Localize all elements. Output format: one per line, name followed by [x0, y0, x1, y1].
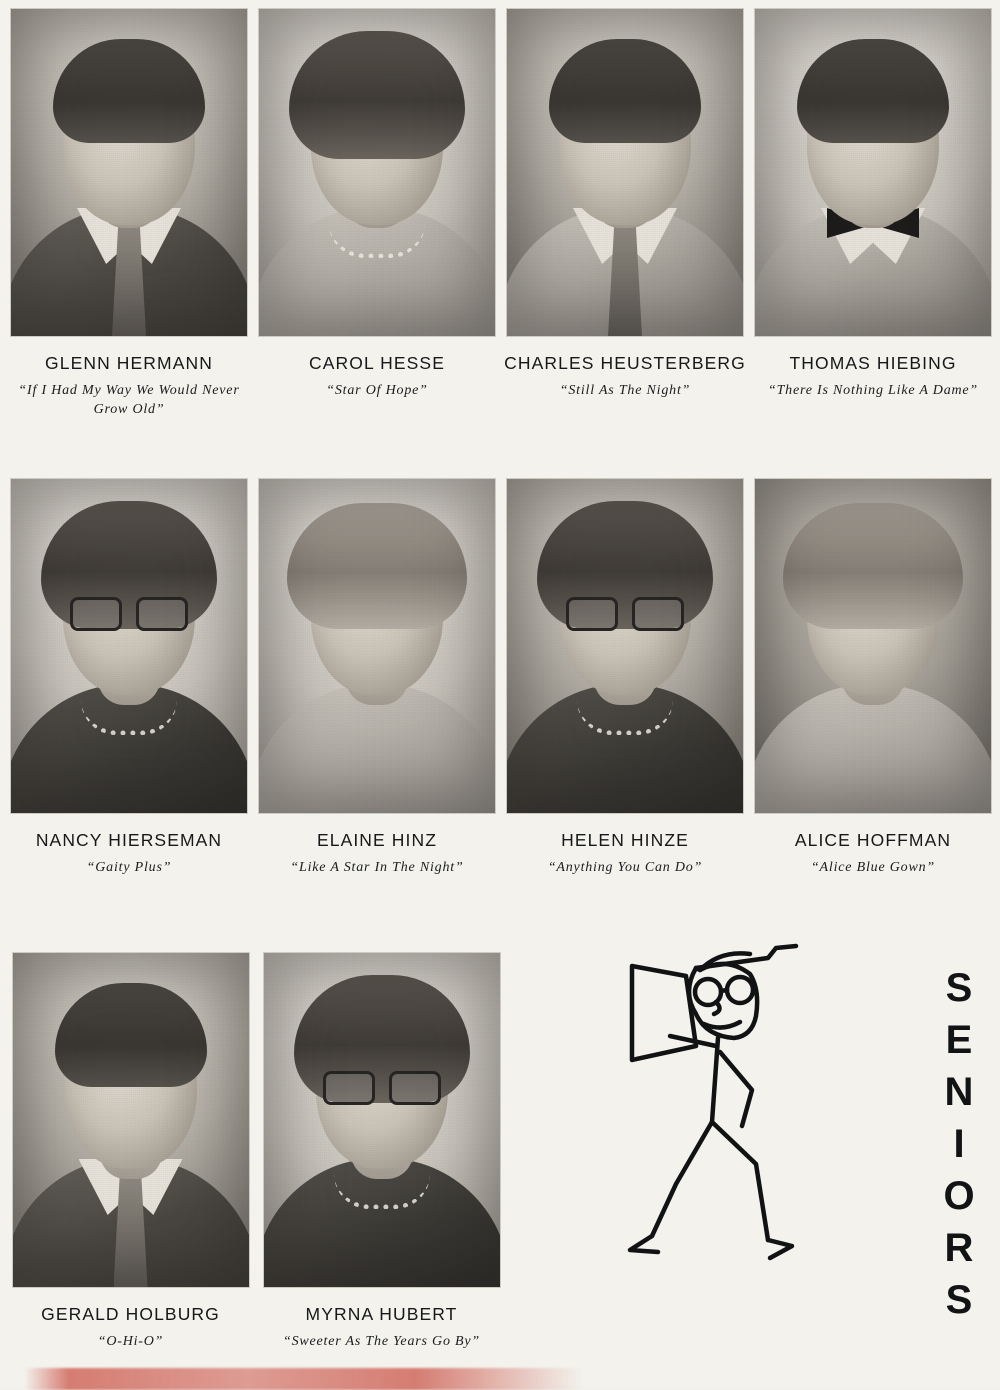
seniors-letter: R [944, 1226, 974, 1270]
student-name: GLENN HERMANN [45, 353, 213, 373]
student-name: ALICE HOFFMAN [794, 830, 952, 850]
student-row [0, 8, 1000, 420]
student-entry [8, 952, 253, 1352]
student-name: HELEN HINZE [561, 830, 689, 850]
student-entry [256, 8, 498, 420]
student-quote: “Star Of Hope” [326, 383, 428, 398]
student-entry [259, 952, 504, 1352]
student-quote: “Anything You Can Do” [547, 860, 703, 875]
student-entry [256, 478, 498, 878]
student-entry [504, 478, 746, 878]
student-photo [10, 8, 248, 337]
student-photo [258, 8, 496, 337]
student-name: NANCY HIERSEMAN [35, 830, 223, 850]
seniors-letter: I [953, 1122, 965, 1166]
student-quote: “O-Hi-O” [97, 1334, 164, 1349]
student-entry [504, 8, 746, 420]
student-name: THOMAS HIEBING [789, 353, 957, 373]
seniors-letter: N [944, 1070, 974, 1114]
student-photo [10, 478, 248, 814]
cartoon-man-with-diploma-icon [600, 940, 920, 1300]
seniors-vertical-label [932, 962, 986, 1326]
student-quote: “There Is Nothing Like A Dame” [767, 383, 979, 398]
student-quote: “Like A Star In The Night” [290, 860, 464, 875]
student-photo [754, 478, 992, 814]
student-name: MYRNA HUBERT [305, 1304, 458, 1324]
student-photo [754, 8, 992, 337]
student-quote: “If I Had My Way We Would Never Grow Old” [18, 383, 240, 417]
seniors-letter: E [945, 1018, 973, 1062]
student-name: CAROL HESSE [309, 353, 445, 373]
student-quote: “Sweeter As The Years Go By” [282, 1334, 481, 1349]
seniors-letter: S [945, 1278, 973, 1322]
seniors-letter: S [945, 966, 973, 1010]
student-entry [8, 478, 250, 878]
student-entry [752, 8, 994, 420]
student-entry [8, 8, 250, 420]
student-name: GERALD HOLBURG [41, 1304, 220, 1324]
student-name: ELAINE HINZ [316, 830, 438, 850]
seniors-letter: O [943, 1174, 975, 1218]
student-photo [506, 8, 744, 337]
student-photo [258, 478, 496, 814]
student-quote: “Gaity Plus” [86, 860, 172, 875]
student-photo [263, 952, 501, 1288]
student-quote: “Still As The Night” [559, 383, 691, 398]
student-entry [752, 478, 994, 878]
student-photo [12, 952, 250, 1288]
student-quote: “Alice Blue Gown” [810, 860, 936, 875]
student-row [0, 478, 1000, 878]
student-name: CHARLES HEUSTERBERG [504, 353, 746, 373]
page-edge-mark [24, 1368, 584, 1390]
student-photo [506, 478, 744, 814]
